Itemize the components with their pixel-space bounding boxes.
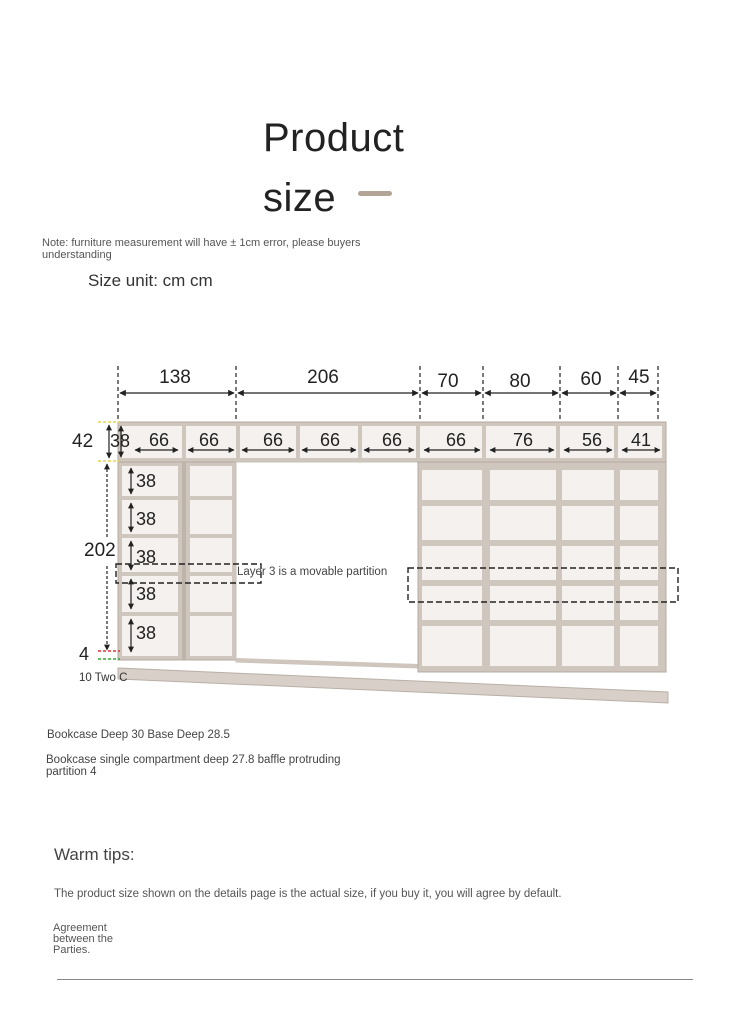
compartment-width: 66 <box>148 430 170 450</box>
compartment-spec: Bookcase single compartment deep 27.8 baffle protruding partition 4 <box>46 754 341 778</box>
top-row-inner-height: 38 <box>110 431 131 451</box>
top-width-label: 45 <box>628 367 650 388</box>
middle-height: 202 <box>84 540 116 561</box>
compartment-width: 66 <box>445 430 467 450</box>
title-product: Product <box>263 116 405 160</box>
inner-height: 38 <box>136 471 157 491</box>
compartment-width: 66 <box>262 430 284 450</box>
top-width-label: 138 <box>159 367 191 388</box>
measurement-note: Note: furniture measurement will have ± 1cm error, please buyers understanding <box>42 237 361 261</box>
top-width-label: 70 <box>437 371 459 392</box>
compartment-width: 66 <box>381 430 403 450</box>
bookcase-diagram <box>0 350 750 720</box>
inner-height: 38 <box>136 509 157 529</box>
compartment-width: 66 <box>198 430 220 450</box>
top-width-label: 60 <box>580 369 602 390</box>
inner-height: 38 <box>136 584 157 604</box>
compartment-width: 76 <box>512 430 534 450</box>
inner-height: 38 <box>136 623 157 643</box>
compartment-width: 56 <box>581 430 603 450</box>
top-width-label: 80 <box>509 371 531 392</box>
compartment-width: 66 <box>319 430 341 450</box>
top-width-label: 206 <box>307 367 339 388</box>
base-board <box>118 668 668 703</box>
depth-spec: Bookcase Deep 30 Base Deep 28.5 <box>47 729 230 741</box>
open-middle-panel <box>236 462 420 668</box>
right-bookcase <box>418 462 666 672</box>
compartment-width: 41 <box>630 430 652 450</box>
warm-tips-text: The product size shown on the details page is the actual size, if you buy it, you will agree by default. <box>54 888 562 900</box>
bottom-label: 10 Two C <box>79 672 128 684</box>
agreement-text: Agreement between the Parties. <box>53 922 113 956</box>
partition-label: Layer 3 is a movable partition <box>237 566 388 578</box>
bottom-height: 4 <box>79 644 90 664</box>
warm-tips-heading: Warm tips: <box>54 845 135 864</box>
top-row-height: 42 <box>72 431 94 452</box>
title-size: size <box>263 176 337 220</box>
size-unit: Size unit: cm cm <box>88 271 213 290</box>
inner-height: 38 <box>136 547 157 567</box>
bottom-divider <box>57 979 693 980</box>
accent-bar <box>358 191 392 196</box>
